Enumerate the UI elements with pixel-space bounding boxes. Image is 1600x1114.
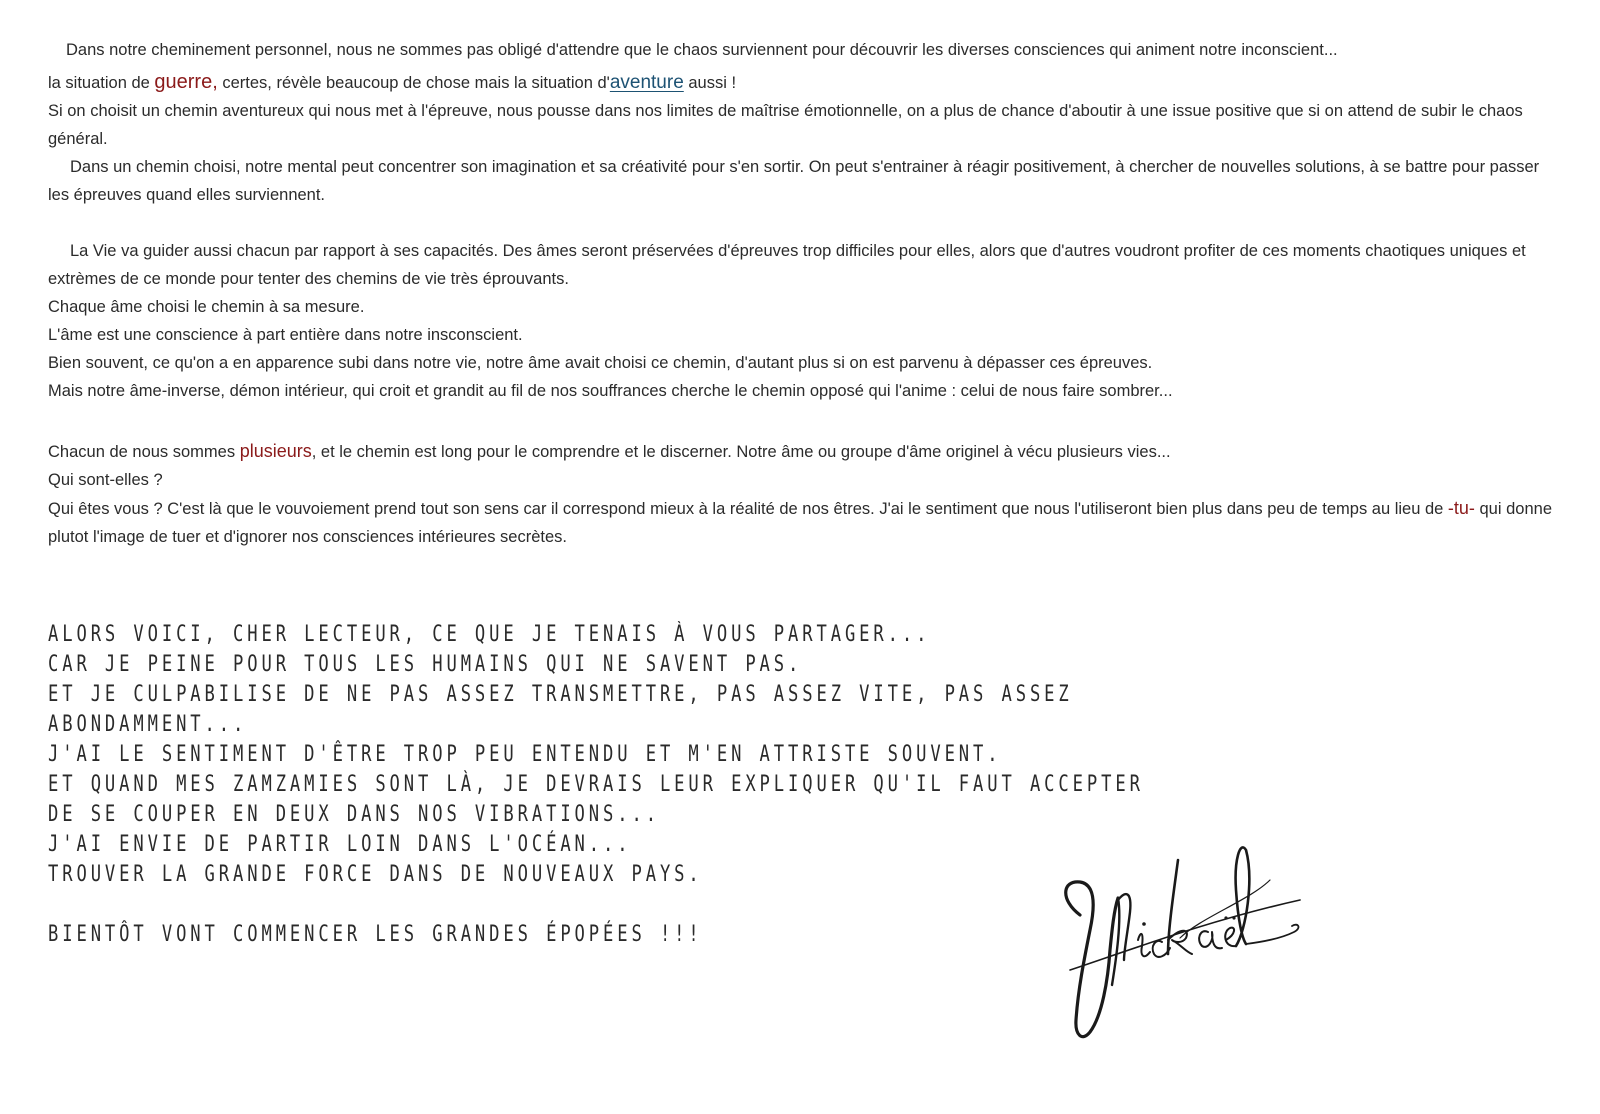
highlight-plusieurs: plusieurs (239, 441, 312, 461)
poem-line: ALORS VOICI, CHER LECTEUR, CE QUE JE TENAIS À VOUS PARTAGER... (48, 622, 931, 647)
vouvoiement-text-a: Qui êtes vous ? C'est là que le vouvoiement prend tout son sens car il correspond mieux à la réalité de nos êtres. J'ai le sentiment que nous l'utiliseront bien plus dans peu de temps au lieu de (48, 500, 1448, 518)
prose-body (48, 36, 1558, 551)
situation-text-c: aussi ! (683, 74, 737, 92)
situation-text-b: certes, révèle beaucoup de chose mais la situation d' (217, 74, 610, 92)
closing-poem (48, 620, 1156, 950)
paragraph-la-vie: La Vie va guider aussi chacun par rapport à ses capacités. Des âmes seront préservées d'épreuves trop difficiles pour elles, alors que d'autres voudront profiter de ces moments chaotiques uniques et extrèmes de ce monde pour tenter des chemins de vie très éprouvants. (48, 242, 1526, 288)
chacun-text-a: Chacun de nous sommes (48, 443, 240, 461)
paragraph-chaque-ame: Chaque âme choisi le chemin à sa mesure. (48, 298, 365, 316)
highlight-guerre: guerre, (154, 71, 218, 93)
paragraph-vouvoiement (48, 494, 1558, 551)
paragraph-situation (48, 68, 1558, 97)
paragraph-bien-souvent: Bien souvent, ce qu'on a en apparence subi dans notre vie, notre âme avait choisi ce chemin, d'autant plus si on est parvenu à dépasser ces épreuves. (48, 354, 1153, 372)
vouvoiement-text-b: qui donne plutot l'image de tuer et d'ignorer nos consciences intérieures secrètes. (48, 500, 1552, 546)
spacer (48, 209, 1558, 237)
poem-line-final: BIENTÔT VONT COMMENCER LES GRANDES ÉPOPÉES !!! (48, 922, 703, 947)
poem-line: J'AI ENVIE DE PARTIR LOIN DANS L'OCÉAN... (48, 832, 632, 857)
paragraph-chacun (48, 437, 1558, 466)
paragraph-chemin-choisi: Dans un chemin choisi, notre mental peut concentrer son imagination et sa créativité pour s'en sortir. On peut s'entrainer à réagir positivement, à chercher de nouvelles solutions, à se battre pour passer les épreuves quand elles surviennent. (48, 158, 1540, 204)
paragraph-intro (48, 36, 1558, 64)
poem-line: TROUVER LA GRANDE FORCE DANS DE NOUVEAUX PAYS. (48, 862, 703, 887)
chacun-text-b: , et le chemin est long pour le comprendre et le discerner. Notre âme ou groupe d'âme originel à vécu plusieurs vies... (311, 443, 1171, 461)
paragraph-chemin-aventureux: Si on choisit un chemin aventureux qui nous met à l'épreuve, nous pousse dans nos limites de maîtrise émotionnelle, on a plus de chance d'aboutir à une issue positive que si on attend de subir le chaos général. (48, 102, 1523, 148)
paragraph-ame-inverse: Mais notre âme-inverse, démon intérieur, qui croit et grandit au fil de nos souffrances cherche le chemin opposé qui l'anime : celui de nous faire sombrer... (48, 382, 1173, 400)
highlight-tu: -tu- (1447, 498, 1475, 518)
intro-text: Dans notre cheminement personnel, nous ne sommes pas obligé d'attendre que le chaos surviennent pour découvrir les diverses consciences qui animent notre inconscient... (66, 41, 1338, 59)
highlight-aventure: aventure (609, 72, 684, 93)
signature-image (1050, 820, 1310, 1050)
paragraph-qui-sont-elles: Qui sont-elles ? (48, 471, 163, 489)
situation-text-a: la situation de (48, 74, 155, 92)
poem-line: CAR JE PEINE POUR TOUS LES HUMAINS QUI NE SAVENT PAS. (48, 652, 803, 677)
poem-line: J'AI LE SENTIMENT D'ÊTRE TROP PEU ENTENDU ET M'EN ATTRISTE SOUVENT. (48, 742, 1002, 767)
poem-line: ET QUAND MES ZAMZAMIES SONT LÀ, JE DEVRAIS LEUR EXPLIQUER QU'IL FAUT ACCEPTER DE SE COUPER EN DEUX DANS NOS VIBRATIONS... (48, 772, 1144, 827)
spacer (48, 890, 1156, 920)
poem-line: ET JE CULPABILISE DE NE PAS ASSEZ TRANSMETTRE, PAS ASSEZ VITE, PAS ASSEZ ABONDAMMENT... (48, 682, 1073, 737)
paragraph-l-ame: L'âme est une conscience à part entière dans notre insconscient. (48, 326, 523, 344)
spacer (48, 405, 1558, 431)
signature (1050, 820, 1310, 1050)
